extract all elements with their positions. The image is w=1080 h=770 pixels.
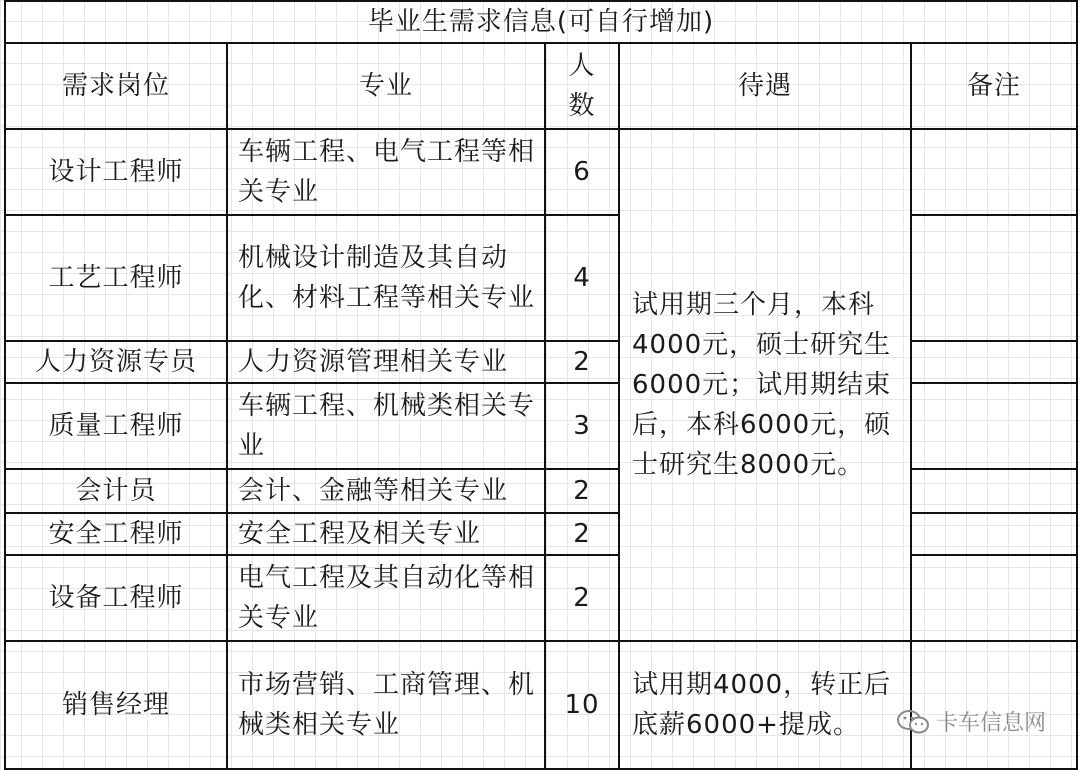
table-row bbox=[5, 129, 1077, 215]
table-row bbox=[5, 215, 1077, 341]
row-position: 质量工程师 bbox=[5, 383, 227, 469]
row-position: 安全工程师 bbox=[5, 513, 227, 555]
row-major: 车辆工程、电气工程等相关专业 bbox=[227, 129, 545, 215]
header-position: 需求岗位 bbox=[5, 43, 227, 129]
row-note bbox=[911, 469, 1077, 513]
row-count: 2 bbox=[545, 469, 619, 513]
row-major: 人力资源管理相关专业 bbox=[227, 341, 545, 383]
row-position: 工艺工程师 bbox=[5, 215, 227, 341]
row-count: 2 bbox=[545, 555, 619, 641]
row-count: 2 bbox=[545, 341, 619, 383]
row-position: 设备工程师 bbox=[5, 555, 227, 641]
table-row bbox=[5, 469, 1077, 513]
recruitment-table bbox=[4, 0, 1078, 770]
row-major: 会计、金融等相关专业 bbox=[227, 469, 545, 513]
row-note bbox=[911, 513, 1077, 555]
row-position: 人力资源专员 bbox=[5, 341, 227, 383]
row-note bbox=[911, 641, 1077, 769]
table-row bbox=[5, 383, 1077, 469]
watermark-text: 卡车信息网 bbox=[935, 711, 1046, 736]
row-major: 电气工程及其自动化等相关专业 bbox=[227, 555, 545, 641]
pay-sales-cell: 试用期4000，转正后底薪6000+提成。 bbox=[619, 641, 911, 769]
row-major: 安全工程及相关专业 bbox=[227, 513, 545, 555]
wechat-icon bbox=[896, 709, 930, 735]
row-position: 销售经理 bbox=[5, 641, 227, 769]
row-count: 3 bbox=[545, 383, 619, 469]
row-major: 车辆工程、机械类相关专业 bbox=[227, 383, 545, 469]
header-pay: 待遇 bbox=[619, 43, 911, 129]
table-title: 毕业生需求信息(可自行增加) bbox=[5, 1, 1077, 43]
row-major: 市场营销、工商管理、机械类相关专业 bbox=[227, 641, 545, 769]
row-note bbox=[911, 129, 1077, 215]
row-count: 2 bbox=[545, 513, 619, 555]
row-major: 机械设计制造及其自动化、材料工程等相关专业 bbox=[227, 215, 545, 341]
row-note bbox=[911, 383, 1077, 469]
watermark bbox=[896, 706, 1046, 737]
row-note bbox=[911, 341, 1077, 383]
row-count: 4 bbox=[545, 215, 619, 341]
header-major: 专业 bbox=[227, 43, 545, 129]
row-note bbox=[911, 215, 1077, 341]
row-count: 10 bbox=[545, 641, 619, 769]
table-row bbox=[5, 641, 1077, 769]
header-count bbox=[545, 43, 619, 129]
header-note: 备注 bbox=[911, 43, 1077, 129]
row-count: 6 bbox=[545, 129, 619, 215]
table-row bbox=[5, 513, 1077, 555]
row-position: 设计工程师 bbox=[5, 129, 227, 215]
header-count-line2: 数 bbox=[568, 91, 596, 121]
row-position: 会计员 bbox=[5, 469, 227, 513]
header-count-line1: 人 bbox=[568, 51, 596, 81]
row-note bbox=[911, 555, 1077, 641]
pay-general-cell: 试用期三个月，本科4000元，硕士研究生6000元；试用期结束后，本科6000元，硕士研究生8000元。 bbox=[619, 129, 911, 641]
table-row bbox=[5, 341, 1077, 383]
table-row bbox=[5, 555, 1077, 641]
